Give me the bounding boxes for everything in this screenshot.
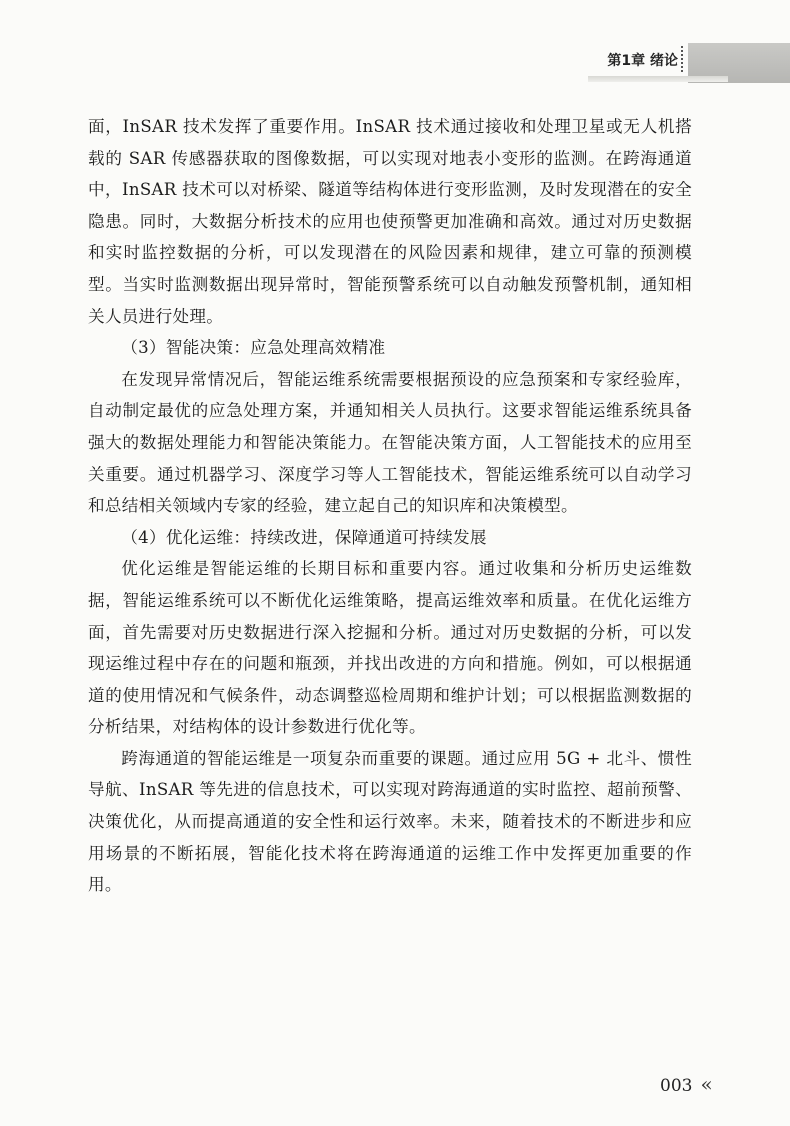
section-heading-intelligent-decision: （3）智能决策：应急处理高效精准 (121, 338, 386, 358)
chapter-title: 第1章 绪论 (607, 53, 678, 69)
section-heading-optimized-maintenance: （4）优化运维：持续改进，保障通道可持续发展 (121, 527, 487, 547)
page-footer (660, 1072, 710, 1096)
paragraph: 优化运维是智能运维的长期目标和重要内容。通过收集和分析历史运维数据，智能运维系统可以不断优化运维策略，提高运维效率和质量。在优化运维方面，首先需要对历史数据进行深入挖掘和分析。通过对历史数据的分析，可以发现运维过程中存在的问题和瓶颈，并找出改进的方向和措施。例如，可以根据通道的使用情况和气候条件，动态调整巡检周期和维护计划；可以根据监测数据的分析结果，对结构体的设计参数进行优化等。 (88, 559, 692, 737)
paragraph-continued: 面，InSAR 技术发挥了重要作用。InSAR 技术通过接收和处理卫星或无人机搭载的 SAR 传感器获取的图像数据，可以实现对地表小变形的监测。在跨海通道中，InSAR 技术可以对桥梁、隧道等结构体进行变形监测，及时发现潜在的安全隐患。同时，大数据分析技术的应用也使预警更加准确和高效。通过对历史数据和实时监控数据的分析，可以发现潜在的风险因素和规律，建立可靠的预测模型。当实时监测数据出现异常时，智能预警系统可以自动触发预警机制，通知相关人员进行处理。 (88, 117, 692, 326)
paragraph-conclusion: 跨海通道的智能运维是一项复杂而重要的课题。通过应用 5G + 北斗、惯性导航、InSAR 等先进的信息技术，可以实现对跨海通道的实时监控、超前预警、决策优化，从而提高通道的安全性和运行效率。未来，随着技术的不断进步和应用场景的不断拓展，智能化技术将在跨海通道的运维工作中发挥更加重要的作用。 (88, 748, 692, 895)
paragraph: 在发现异常情况后，智能运维系统需要根据预设的应急预案和专家经验库，自动制定最优的应急处理方案，并通知相关人员执行。这要求智能运维系统具备强大的数据处理能力和智能决策能力。在智能决策方面，人工智能技术的应用至关重要。通过机器学习、深度学习等人工智能技术，智能运维系统可以自动学习和总结相关领域内专家的经验，建立起自己的知识库和决策模型。 (88, 369, 692, 516)
running-header (0, 40, 790, 90)
double-chevron-left-icon: « (700, 1072, 710, 1096)
header-shadow-rule (588, 76, 728, 82)
page-body (88, 111, 692, 901)
page-number: 003 (660, 1076, 693, 1096)
header-dotted-divider (681, 46, 686, 72)
